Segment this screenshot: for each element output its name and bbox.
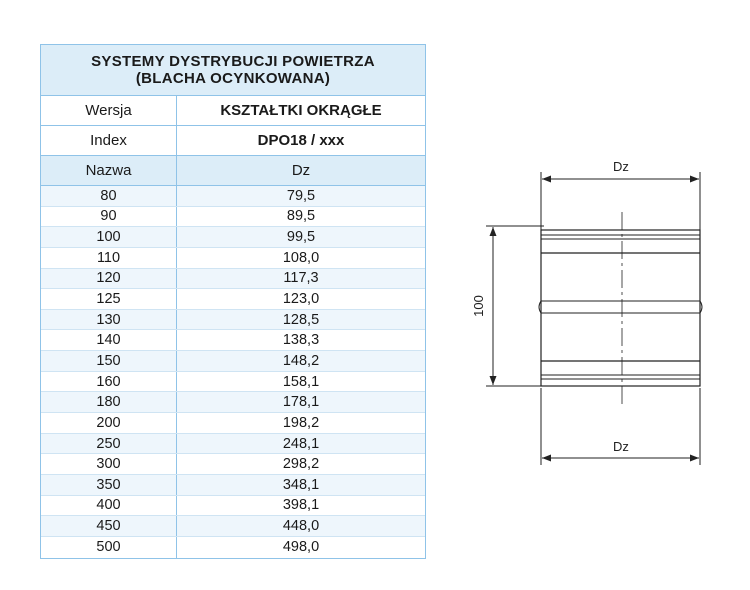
bottom-dim-label: Dz <box>613 439 629 454</box>
table-row <box>41 227 425 248</box>
dz-header: Dz <box>291 162 311 179</box>
table-row <box>41 516 425 537</box>
dz-cell: 198,2 <box>282 414 320 431</box>
nazwa-cell: 140 <box>41 330 177 350</box>
nazwa-cell: 400 <box>41 496 177 516</box>
height-dim-label: 100 <box>471 295 486 317</box>
nazwa-cell: 80 <box>41 186 177 206</box>
nazwa-cell: 110 <box>41 248 177 268</box>
dz-cell: 498,0 <box>282 539 320 556</box>
nazwa-cell: 180 <box>41 392 177 412</box>
nazwa-cell: 450 <box>41 516 177 536</box>
nazwa-cell: 125 <box>41 289 177 309</box>
table-row <box>41 289 425 310</box>
dz-cell: 298,2 <box>282 456 320 473</box>
table-row <box>41 351 425 372</box>
nazwa-header: Nazwa <box>41 156 177 185</box>
nazwa-cell: 160 <box>41 372 177 392</box>
nazwa-cell: 350 <box>41 475 177 495</box>
version-label: Wersja <box>41 96 177 125</box>
nazwa-cell: 130 <box>41 310 177 330</box>
dz-cell: 178,1 <box>282 394 320 411</box>
nazwa-cell: 150 <box>41 351 177 371</box>
nazwa-cell: 200 <box>41 413 177 433</box>
table-title <box>41 45 425 96</box>
nazwa-cell: 120 <box>41 269 177 289</box>
nazwa-cell: 100 <box>41 227 177 247</box>
dz-cell: 148,2 <box>282 352 320 369</box>
table-row <box>41 248 425 269</box>
table-row <box>41 392 425 413</box>
dz-cell: 158,1 <box>282 373 320 390</box>
table-row <box>41 372 425 393</box>
table-row <box>41 269 425 290</box>
dz-cell: 398,1 <box>282 497 320 514</box>
version-value: KSZTAŁTKI OKRĄGŁE <box>220 102 382 119</box>
nazwa-cell: 300 <box>41 454 177 474</box>
version-row <box>41 96 425 126</box>
table-row <box>41 207 425 228</box>
table-title-line1: SYSTEMY DYSTRYBUCJI POWIETRZA <box>91 53 375 70</box>
dz-cell: 79,5 <box>286 187 316 204</box>
index-label: Index <box>41 126 177 155</box>
dz-cell: 89,5 <box>286 208 316 225</box>
table-row <box>41 475 425 496</box>
dz-cell: 348,1 <box>282 476 320 493</box>
index-value: DPO18 / xxx <box>257 132 345 149</box>
table-row <box>41 496 425 517</box>
top-dim-label: Dz <box>613 159 629 174</box>
table-title-line2: (BLACHA OCYNKOWANA) <box>135 70 331 87</box>
dz-cell: 99,5 <box>286 229 316 246</box>
dz-cell: 117,3 <box>283 270 319 287</box>
spec-table <box>40 44 426 559</box>
table-row <box>41 413 425 434</box>
coupling-drawing <box>460 150 720 470</box>
dz-cell: 128,5 <box>282 311 320 328</box>
table-row <box>41 454 425 475</box>
dz-cell: 108,0 <box>282 249 320 266</box>
dz-cell: 123,0 <box>282 291 320 308</box>
dz-cell: 138,3 <box>282 332 320 349</box>
dz-cell: 248,1 <box>282 435 320 452</box>
column-header-row <box>41 156 425 186</box>
table-body <box>41 186 425 558</box>
table-row <box>41 330 425 351</box>
table-row <box>41 434 425 455</box>
dz-cell: 448,0 <box>282 518 320 535</box>
nazwa-cell: 500 <box>41 537 177 558</box>
table-row <box>41 310 425 331</box>
nazwa-cell: 90 <box>41 207 177 227</box>
nazwa-cell: 250 <box>41 434 177 454</box>
table-row <box>41 537 425 558</box>
index-row <box>41 126 425 156</box>
table-row <box>41 186 425 207</box>
